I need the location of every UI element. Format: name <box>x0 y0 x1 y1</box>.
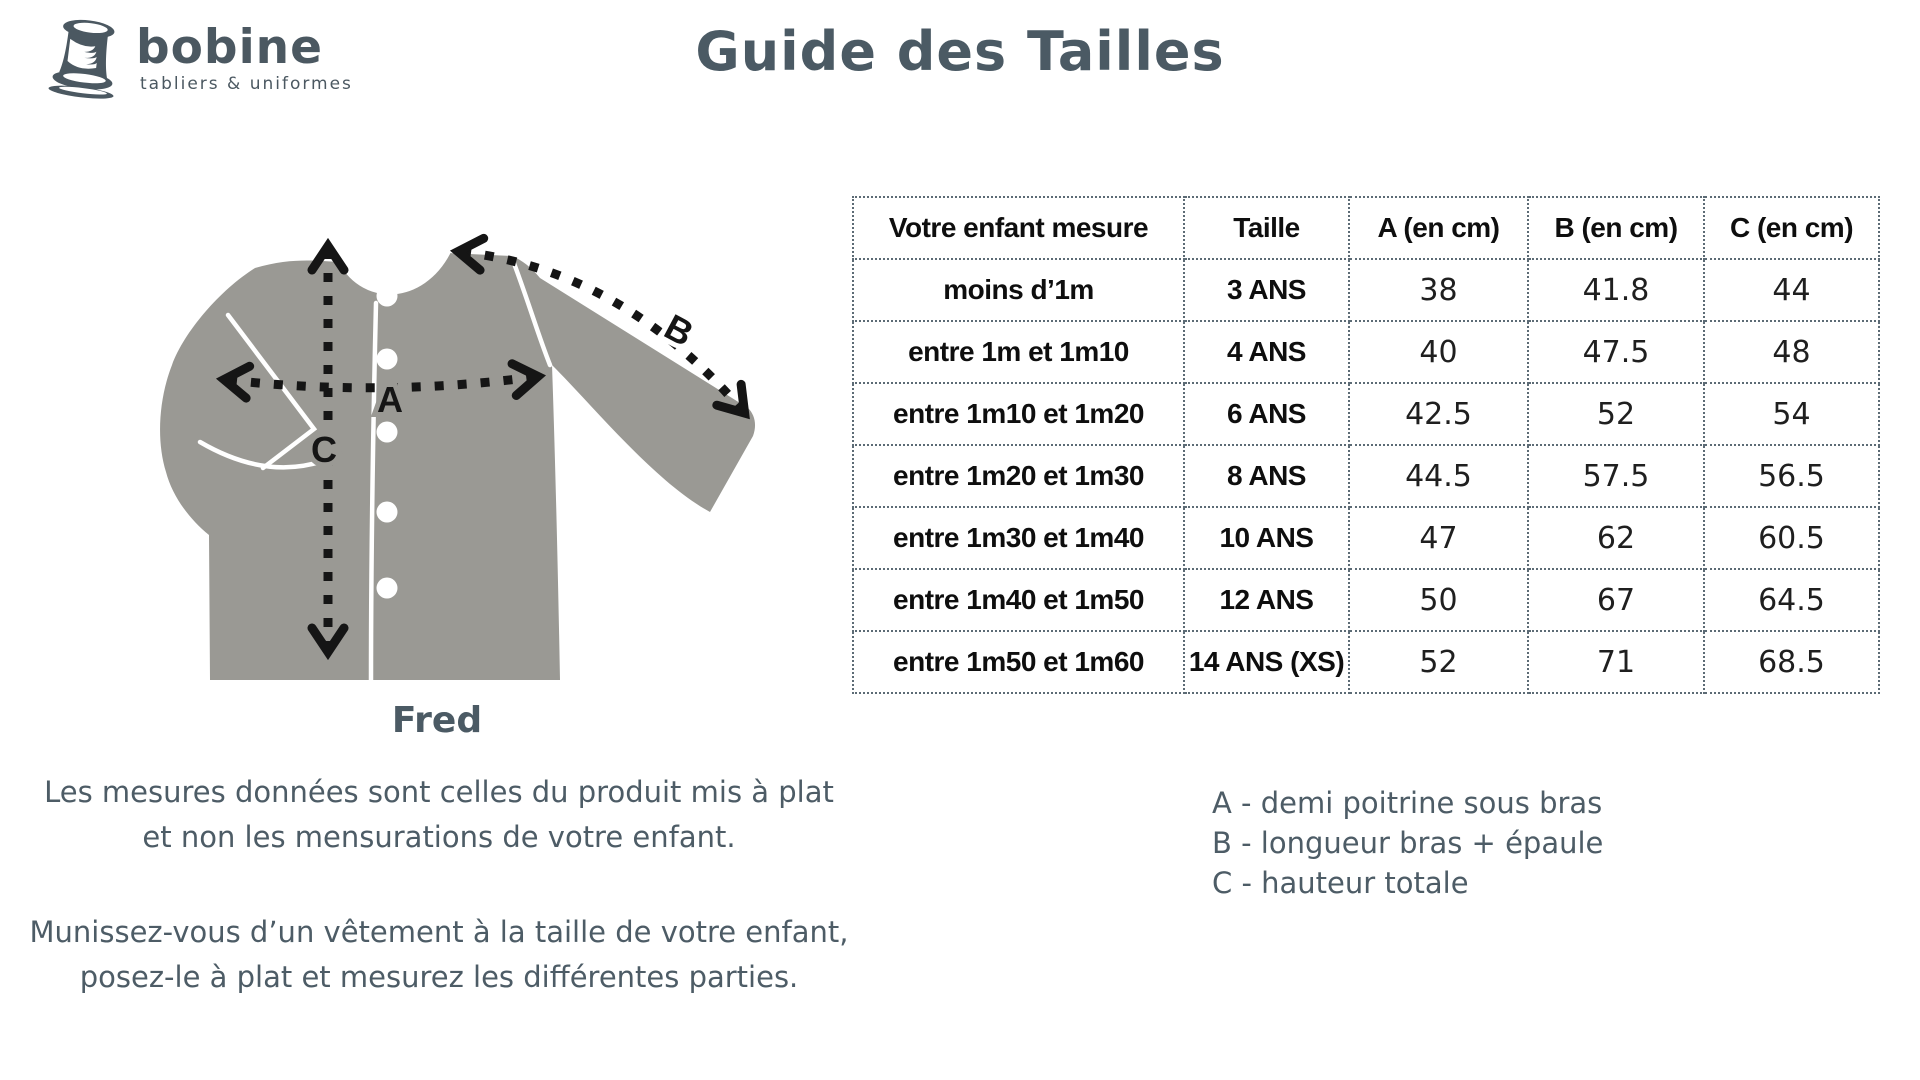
garment-measurement-diagram <box>60 150 790 700</box>
measure-cell: entre 1m10 et 1m20 <box>853 383 1184 445</box>
size-cell: 8 ANS <box>1184 445 1349 507</box>
b-value-cell: 62 <box>1528 507 1704 569</box>
header-c: C (en cm) <box>1704 197 1879 259</box>
button <box>377 502 398 523</box>
note-flat-measures: Les mesures données sont celles du produit mis à plat et non les mensurations de votre enfant. <box>44 775 834 854</box>
button <box>377 422 398 443</box>
measure-cell: entre 1m et 1m10 <box>853 321 1184 383</box>
measure-cell: entre 1m30 et 1m40 <box>853 507 1184 569</box>
measurement-legend <box>1212 783 1603 903</box>
measure-cell: moins d’1m <box>853 259 1184 321</box>
a-value-cell: 44.5 <box>1349 445 1528 507</box>
a-value-cell: 42.5 <box>1349 383 1528 445</box>
page-title: Guide des Tailles <box>695 20 1225 83</box>
size-table <box>852 196 1880 694</box>
button <box>377 286 398 307</box>
measure-cell: entre 1m20 et 1m30 <box>853 445 1184 507</box>
size-cell: 12 ANS <box>1184 569 1349 631</box>
table-header-row <box>853 197 1879 259</box>
a-value-cell: 38 <box>1349 259 1528 321</box>
size-cell: 14 ANS (XS) <box>1184 631 1349 693</box>
measure-label-a: A <box>377 379 403 420</box>
table-row <box>853 507 1879 569</box>
size-cell: 3 ANS <box>1184 259 1349 321</box>
c-value-cell: 54 <box>1704 383 1879 445</box>
button <box>377 578 398 599</box>
measure-cell: entre 1m50 et 1m60 <box>853 631 1184 693</box>
brand-name: bobine <box>136 20 324 75</box>
a-value-cell: 47 <box>1349 507 1528 569</box>
c-value-cell: 48 <box>1704 321 1879 383</box>
button <box>377 349 398 370</box>
header-b: B (en cm) <box>1528 197 1704 259</box>
size-cell: 6 ANS <box>1184 383 1349 445</box>
smock-silhouette <box>160 253 755 680</box>
header-measure: Votre enfant mesure <box>853 197 1184 259</box>
table-row <box>853 383 1879 445</box>
table-row <box>853 321 1879 383</box>
table-row <box>853 631 1879 693</box>
measure-label-c: C <box>311 429 337 470</box>
b-value-cell: 71 <box>1528 631 1704 693</box>
a-value-cell: 52 <box>1349 631 1528 693</box>
header-size: Taille <box>1184 197 1349 259</box>
b-value-cell: 52 <box>1528 383 1704 445</box>
table-row <box>853 259 1879 321</box>
legend-c: C - hauteur totale <box>1212 866 1469 901</box>
header-a: A (en cm) <box>1349 197 1528 259</box>
table-row <box>853 445 1879 507</box>
a-value-cell: 40 <box>1349 321 1528 383</box>
brand-tagline: tabliers & uniformes <box>140 74 353 94</box>
c-value-cell: 60.5 <box>1704 507 1879 569</box>
a-value-cell: 50 <box>1349 569 1528 631</box>
table-row <box>853 569 1879 631</box>
size-cell: 4 ANS <box>1184 321 1349 383</box>
legend-b: B - longueur bras + épaule <box>1212 826 1604 861</box>
measurement-notes <box>27 770 851 1050</box>
c-value-cell: 64.5 <box>1704 569 1879 631</box>
note-how-to-measure: Munissez-vous d’un vêtement à la taille de votre enfant, posez-le à plat et mesurez les différentes parties. <box>29 914 849 994</box>
c-value-cell: 68.5 <box>1704 631 1879 693</box>
measure-cell: entre 1m40 et 1m50 <box>853 569 1184 631</box>
b-value-cell: 47.5 <box>1528 321 1704 383</box>
b-value-cell: 41.8 <box>1528 259 1704 321</box>
measure-label-b: B <box>658 305 701 355</box>
b-value-cell: 67 <box>1528 569 1704 631</box>
size-cell: 10 ANS <box>1184 507 1349 569</box>
b-value-cell: 57.5 <box>1528 445 1704 507</box>
legend-a: A - demi poitrine sous bras <box>1212 786 1603 820</box>
c-value-cell: 44 <box>1704 259 1879 321</box>
c-value-cell: 56.5 <box>1704 445 1879 507</box>
product-name: Fred <box>391 700 483 741</box>
